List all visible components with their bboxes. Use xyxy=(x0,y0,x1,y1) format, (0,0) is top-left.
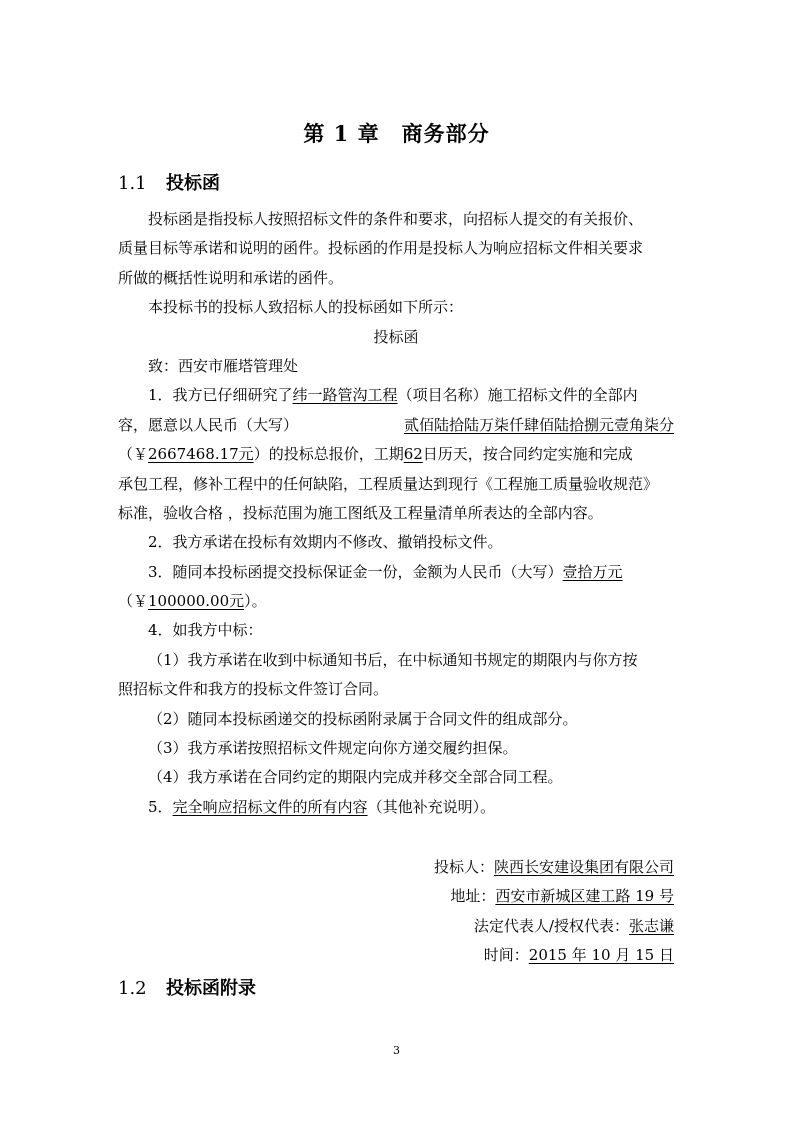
item-3-line xyxy=(118,558,674,587)
bid-amount-words: 贰佰陆拾陆万柒仟肆佰陆拾捌元壹角柒分 xyxy=(403,415,674,434)
signature-block xyxy=(434,853,674,971)
item-4-title: 4．如我方中标： xyxy=(148,621,263,640)
item-1-line xyxy=(118,411,674,440)
item-4-sub-1: 照招标文件和我方的投标文件签订合同。 xyxy=(118,680,389,699)
item-1-text: 日历天，按合同约定实施和完成 xyxy=(422,445,633,464)
section-title-text: 投标函附录 xyxy=(166,978,256,999)
bidder-name: 陕西长安建设集团有限公司 xyxy=(493,858,674,876)
letter-heading: 投标函 xyxy=(373,327,419,346)
item-5 xyxy=(118,793,674,822)
item-4-sub-4: （4）我方承诺在合同约定的期限内完成并移交全部合同工程。 xyxy=(148,768,563,787)
bidder-label: 投标人： xyxy=(433,858,494,876)
section-number: 1.2 xyxy=(118,978,147,999)
intro-paragraph-2: 本投标书的投标人致招标人的投标函如下所示： xyxy=(148,298,464,317)
item-3-text: （￥ xyxy=(118,592,149,611)
item-1-text: 容，愿意以人民币（大写） xyxy=(118,415,299,434)
bid-amount-number: 2667468.17元 xyxy=(148,445,254,464)
letter-recipient: 致：西安市雁塔管理处 xyxy=(148,356,299,375)
section-heading-1-1 xyxy=(118,169,220,195)
project-name: 纬一路管沟工程 xyxy=(292,386,398,405)
bond-amount-number: 100000.00元 xyxy=(148,592,245,611)
address-line xyxy=(434,882,674,911)
item-4-sub-3: （3）我方承诺按照招标文件规定向你方递交履约担保。 xyxy=(148,739,518,758)
item-3-text: 3．随同本投标函提交投标保证金一份，金额为人民币（大写） xyxy=(148,562,563,581)
address-label: 地址： xyxy=(450,887,496,906)
item-1-text: （项目名称）施工招标文件的全部内 xyxy=(397,386,638,405)
intro-paragraph-line: 所做的概括性说明和承诺的函件。 xyxy=(118,268,344,287)
item-5-prefix: 5． xyxy=(148,797,173,816)
item-1-line xyxy=(118,440,674,469)
item-1-line: 承包工程，修补工程中的任何缺陷，工程质量达到现行《工程施工质量验收规范》 xyxy=(118,474,659,493)
date-value: 2015 年 10 月 15 日 xyxy=(528,946,674,965)
item-5-suffix: （其他补充说明）。 xyxy=(367,797,496,816)
item-2: 2．我方承诺在投标有效期内不修改、撤销投标文件。 xyxy=(148,533,503,552)
item-5-underlined: 完全响应招标文件的所有内容 xyxy=(172,797,368,816)
section-heading-1-2 xyxy=(118,974,256,1000)
representative-line xyxy=(434,912,674,941)
page-number: 3 xyxy=(393,1044,400,1057)
date-line xyxy=(434,941,674,970)
item-1-prefix: 1．我方已仔细研究了 xyxy=(148,386,293,405)
duration-days: 62 xyxy=(403,445,423,464)
date-label: 时间： xyxy=(483,946,529,965)
item-3-line xyxy=(118,587,674,616)
intro-paragraph-line: 投标函是指投标人按照招标文件的条件和要求，向招标人提交的有关报价、 xyxy=(148,210,644,228)
item-4-sub-1: （1）我方承诺在收到中标通知书后，在中标通知书规定的期限内与你方按 xyxy=(148,650,638,669)
intro-paragraph-line: 质量目标等承诺和说明的函件。投标函的作用是投标人为响应招标文件相关要求 xyxy=(118,239,644,258)
address-value: 西安市新城区建工路 19 号 xyxy=(495,887,674,906)
representative-name: 张志谦 xyxy=(628,916,674,935)
chapter-title: 第 1 章 商务部分 xyxy=(303,121,490,146)
item-1-line xyxy=(118,381,674,410)
representative-label: 法定代表人/授权代表： xyxy=(473,916,629,935)
item-3-text: ）。 xyxy=(244,592,267,611)
bidder-line xyxy=(434,853,674,882)
item-1-text: （￥ xyxy=(118,445,149,464)
section-number: 1.1 xyxy=(118,173,147,194)
item-1-line: 标准，验收合格 ，投标范围为施工图纸及工程量清单所表达的全部内容。 xyxy=(118,503,603,522)
item-4-sub-2: （2）随同本投标函递交的投标函附录属于合同文件的组成部分。 xyxy=(148,709,578,728)
bond-amount-words: 壹拾万元 xyxy=(562,562,623,581)
letter-body xyxy=(118,205,674,822)
item-1-text: ）的投标总报价，工期 xyxy=(253,445,404,464)
section-title-text: 投标函 xyxy=(166,173,220,194)
